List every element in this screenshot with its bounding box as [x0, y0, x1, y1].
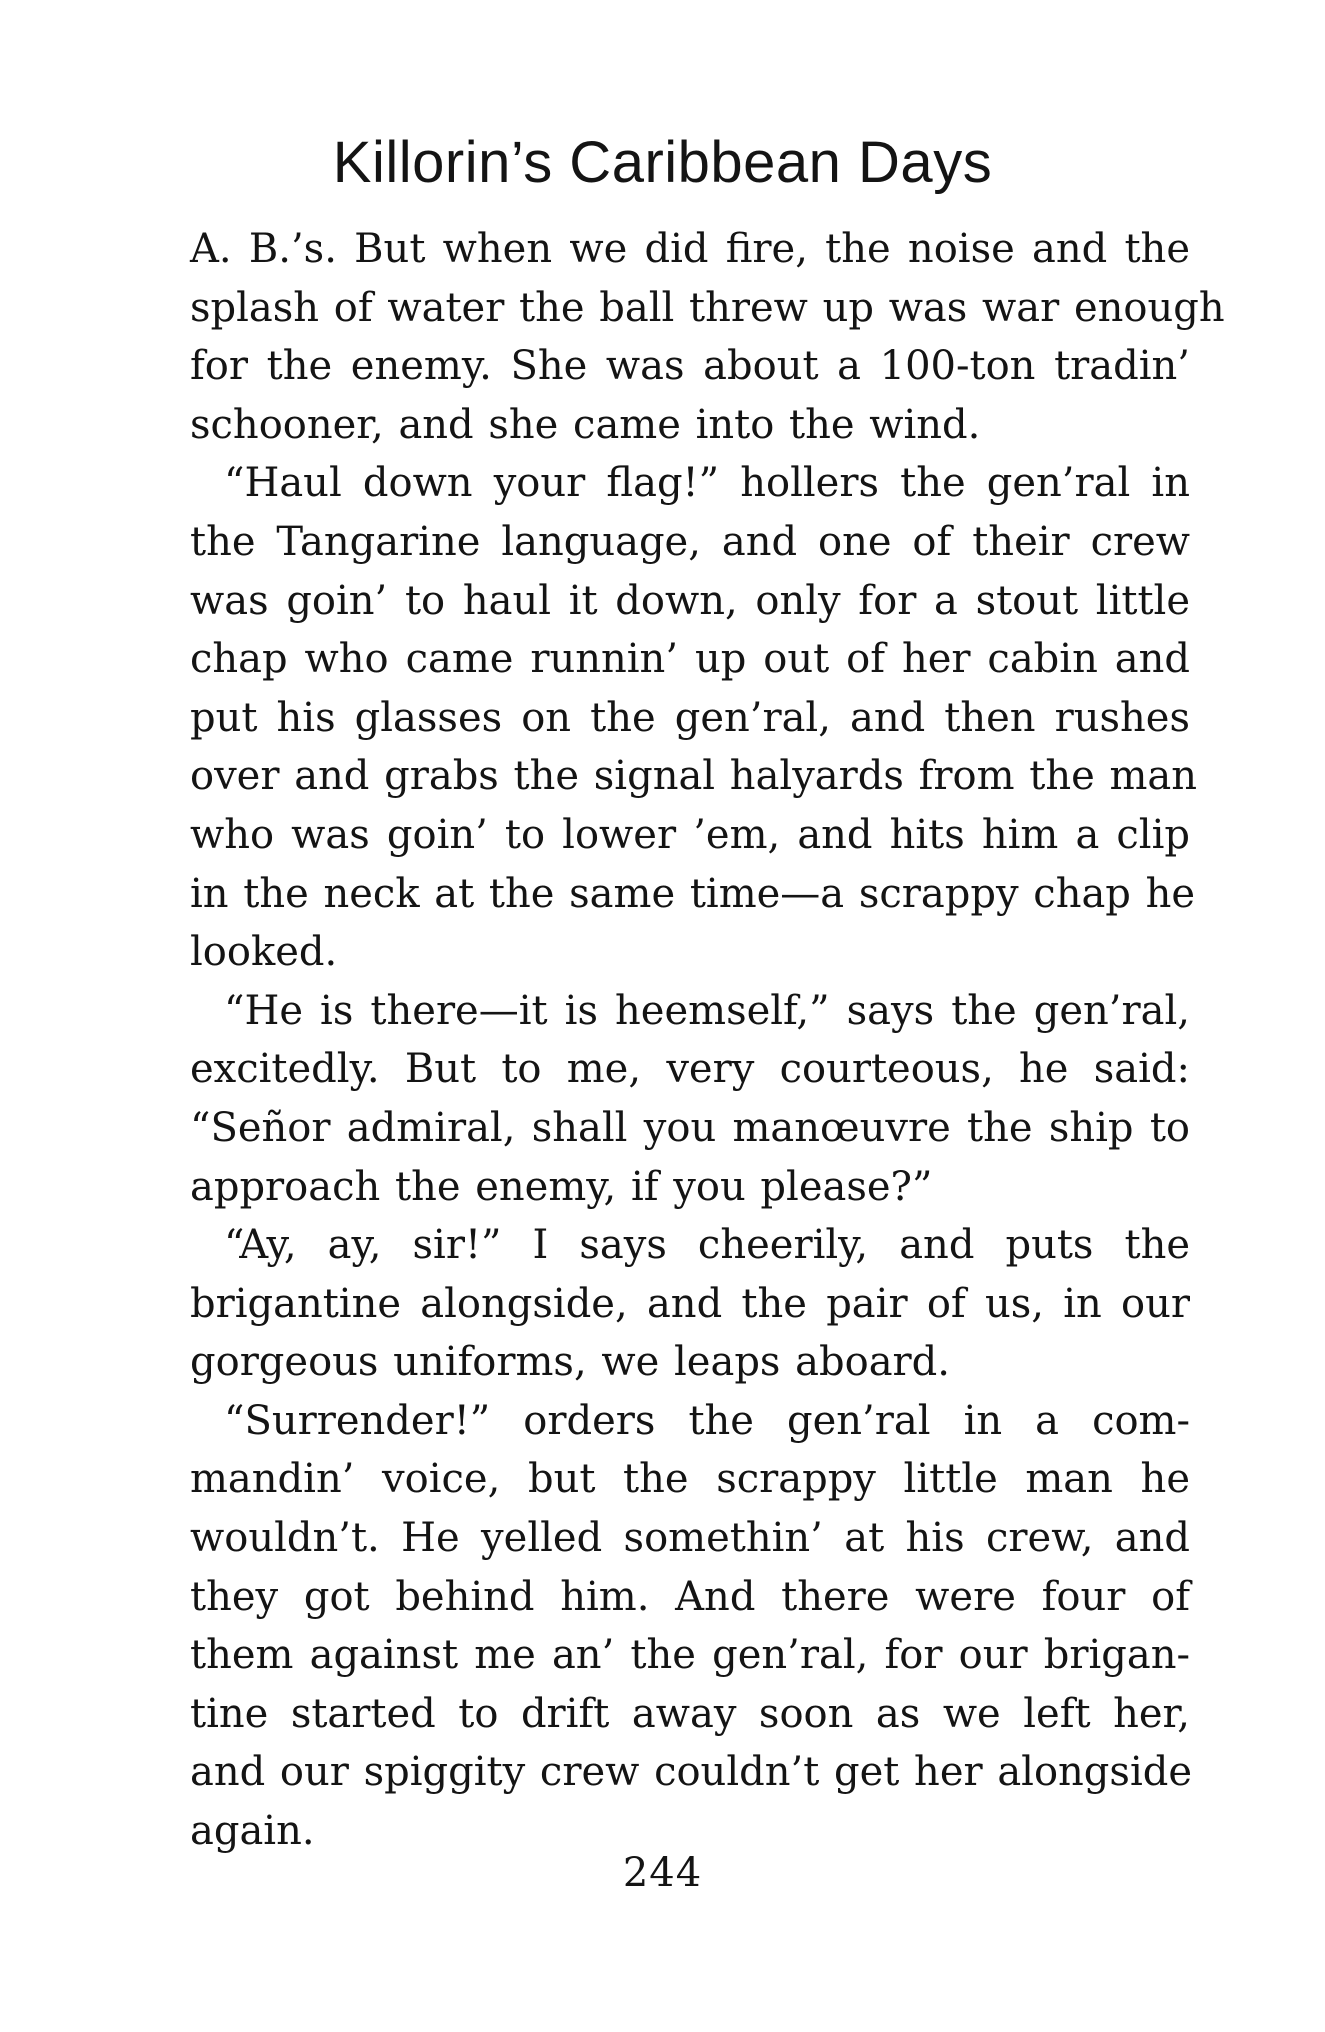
- text-line: brigantine alongside, and the pair of us, in our: [190, 1280, 1190, 1327]
- text-line: approach the enemy, if you please?”: [190, 1163, 933, 1210]
- paragraph: [190, 220, 1225, 454]
- text-line: again.: [190, 1808, 315, 1855]
- text-line: wouldn’t. He yelled somethin’ at his crew, and: [190, 1515, 1190, 1562]
- text-line: chap who came runnin’ up out of her cabin and: [190, 636, 1190, 683]
- text-line: tine started to drift away soon as we left her,: [190, 1690, 1190, 1737]
- text-line: “Surrender!” orders the gen’ral in a com-: [224, 1397, 1190, 1444]
- text-line: “Haul down your flag!” hollers the gen’ral in: [224, 460, 1190, 507]
- text-line: the Tangarine language, and one of their crew: [190, 518, 1190, 565]
- paragraph: [190, 454, 1198, 981]
- text-line: put his glasses on the gen’ral, and then rushes: [190, 694, 1190, 741]
- paragraph: [190, 1216, 1190, 1392]
- text-line: gorgeous uniforms, we leaps aboard.: [190, 1339, 950, 1386]
- running-title: Killorin’s Caribbean Days: [332, 130, 993, 195]
- text-line: schooner, and she came into the wind.: [190, 401, 981, 448]
- paragraph: [190, 1392, 1193, 1861]
- text-line: them against me an’ the gen’ral, for our brigan-: [190, 1632, 1190, 1679]
- text-line: “Ay, ay, sir!” I says cheerily, and puts the: [224, 1222, 1190, 1269]
- text-line: in the neck at the same time—a scrappy chap he: [190, 870, 1196, 917]
- text-line: who was goin’ to lower ’em, and hits him a clip: [190, 811, 1190, 858]
- text-line: “He is there—it is heemself,” says the gen’ral,: [224, 987, 1190, 1034]
- text-line: they got behind him. And there were four of: [190, 1573, 1190, 1620]
- text-line: was goin’ to haul it down, only for a stout little: [190, 577, 1190, 624]
- text-line: for the enemy. She was about a 100-ton tradin’: [190, 343, 1190, 390]
- text-line: looked.: [190, 929, 338, 976]
- text-line: A. B.’s. But when we did fire, the noise and the: [190, 226, 1190, 272]
- paragraph: [190, 982, 1190, 1216]
- text-line: “Señor admiral, shall you manœuvre the ship to: [190, 1104, 1190, 1151]
- page-number: 244: [622, 1850, 703, 1896]
- text-line: over and grabs the signal halyards from the man: [190, 753, 1198, 800]
- text-line: excitedly. But to me, very courteous, he said:: [190, 1046, 1190, 1093]
- text-line: splash of water the ball threw up was war enough: [190, 284, 1225, 331]
- text-line: and our spiggity crew couldn’t get her alongside: [190, 1749, 1193, 1796]
- body-text: [190, 220, 1225, 1861]
- text-line: mandin’ voice, but the scrappy little man he: [190, 1456, 1190, 1503]
